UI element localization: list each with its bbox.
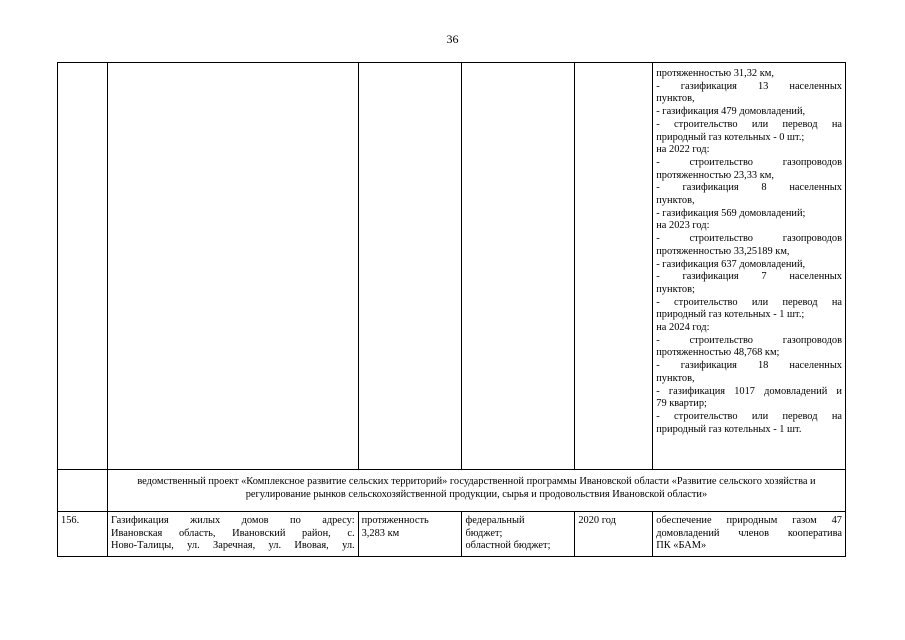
- text-line: протяженностью 31,32 км,: [656, 68, 774, 79]
- text-line: - газификация 637 домовладений,: [656, 258, 806, 270]
- text-line: областной бюджет;: [465, 540, 551, 552]
- text-line: протяженностью 23,33 км,: [656, 169, 774, 181]
- text-line: Газификация жилых домов по адресу:: [110, 515, 355, 526]
- text-line: - газификация 7 населенных: [656, 271, 842, 283]
- text-line: 79 квартир;: [656, 398, 707, 410]
- item-capacity: [359, 512, 463, 556]
- text-line: пунктов,: [656, 372, 695, 384]
- text-line: бюджет;: [465, 527, 503, 539]
- text-line: - газификация 569 домовладений;: [656, 207, 806, 219]
- text-line: - газификация 18 населенных: [656, 360, 842, 372]
- text-line: ПК «БАМ»: [656, 540, 707, 552]
- text-line: пунктов,: [656, 195, 695, 207]
- text-line: пунктов;: [656, 283, 695, 295]
- text-line: - строительство газопроводов: [656, 334, 842, 346]
- text-line: - газификация 13 населенных: [656, 80, 842, 92]
- text-line: на 2022 год:: [656, 144, 710, 156]
- text-line: - газификация 479 домовладений,: [656, 106, 806, 118]
- text-line: 3,283 км: [361, 527, 400, 539]
- text-line: природный газ котельных - 1 шт.: [656, 423, 802, 435]
- text-line: пунктов,: [656, 93, 695, 105]
- cell-funding: [462, 63, 575, 469]
- text-line: Ново-Талицы, ул. Заречная, ул. Ивовая, ул.: [110, 540, 355, 552]
- cell-number: [58, 470, 108, 511]
- text-line: протяженность: [361, 515, 429, 526]
- text-line: - строительство или перевод на: [656, 410, 842, 422]
- program-table: [57, 62, 846, 557]
- text-line: домовладений членов кооператива: [656, 527, 842, 539]
- item-object: [108, 512, 359, 556]
- text-line: - строительство газопроводов: [656, 233, 842, 245]
- text-line: - газификация 8 населенных: [656, 182, 842, 194]
- text-line: протяженностью 48,768 км;: [656, 347, 780, 359]
- text-line: - строительство газопроводов: [656, 156, 842, 168]
- page-number: 36: [446, 32, 459, 46]
- table-row-156: [57, 511, 846, 557]
- cell-number: [58, 63, 108, 469]
- text-line: обеспечение природным газом 47: [656, 515, 842, 526]
- text-line: - строительство или перевод на: [656, 118, 842, 130]
- cell-capacity: [359, 63, 463, 469]
- text-line: природный газ котельных - 1 шт.;: [656, 309, 805, 321]
- text-line: на 2023 год:: [656, 220, 710, 232]
- text-line: протяженностью 33,25189 км,: [656, 245, 790, 257]
- cell-object: [108, 63, 359, 469]
- item-period: 2020 год: [575, 512, 653, 556]
- section-header: ведомственный проект «Комплексное развитие сельских территорий» государственной программы Ивановской области «Развитие сельского хозяйства и регулирование рынков сельскохозяйственной продукции, сырья и продовольствия Ивановской области»: [108, 470, 846, 511]
- text-line: - газификация 1017 домовладений и: [656, 385, 842, 397]
- text-line: Ивановская область, Ивановский район, с.: [110, 527, 355, 539]
- table-row-continuation: [57, 62, 846, 469]
- text-line: федеральный: [465, 515, 525, 526]
- text-line: на 2024 год:: [656, 322, 710, 334]
- item-funding: [462, 512, 575, 556]
- table-row-section-header: [57, 469, 846, 511]
- item-number: 156.: [58, 512, 108, 556]
- text-line: природный газ котельных - 0 шт.;: [656, 131, 805, 143]
- cell-results: [653, 63, 846, 469]
- cell-period: [575, 63, 653, 469]
- item-results: [653, 512, 846, 556]
- text-line: - строительство или перевод на: [656, 296, 842, 308]
